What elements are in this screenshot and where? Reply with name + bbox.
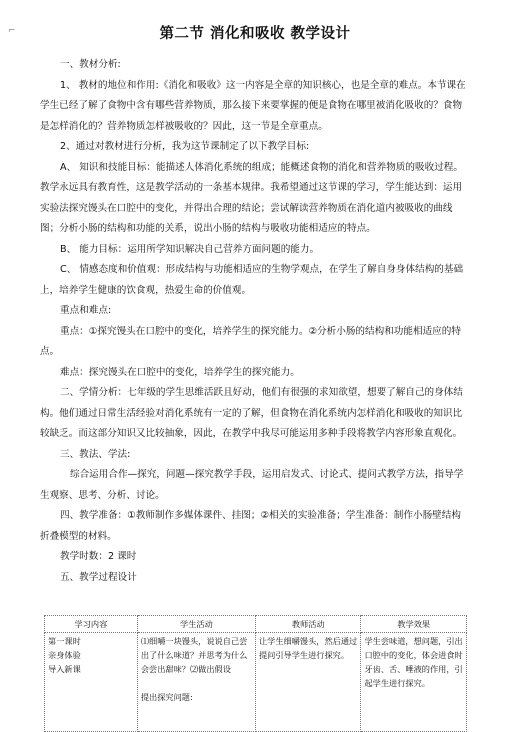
- cell-student-activity: [137, 633, 255, 732]
- cell-line: 学生尝味道，想问题，引出口腔中的变化，体会进食时牙齿、舌、唾液的作用，引起学生进行探究。: [364, 636, 463, 688]
- heading-key-points: 重点和难点:: [60, 305, 112, 316]
- cell-effect: [361, 633, 467, 732]
- paragraph-preparation: 四、教学准备：①教师制作多媒体课件、挂图；②相关的实验准备；学生准备：制作小肠壁结构折叠模型的材料。: [40, 510, 461, 542]
- document-body: [40, 55, 470, 588]
- cell-line: 导入新课: [48, 664, 81, 674]
- paragraph-key-points: 重点：①探究馒头在口腔中的变化，培养学生的探究能力。②分析小肠的结构和功能相适应的特点。: [40, 325, 461, 357]
- paragraph-goal-b: B、 能力目标：运用所学知识解决自己营养方面问题的能力。: [60, 243, 320, 255]
- header-content: 学习内容: [45, 616, 138, 633]
- heading-methods: 三、教法、学法:: [60, 448, 131, 460]
- cell-line: 第一课时: [48, 636, 81, 646]
- cell-line: ⑴细嚼一块馒头，说说自己尝出了什么味道？并思考为什么会尝出甜味？⑵做出假设: [140, 636, 248, 674]
- cell-teacher-activity: [255, 633, 361, 732]
- header-effect: 教学效果: [361, 616, 467, 633]
- section-heading-analysis: 一、教材分析:: [60, 59, 121, 70]
- paragraph-class-hours: 教学时数：2 课时: [60, 551, 137, 562]
- paragraph-methods: 综合运用合作—探究，问题—探究教学手段，运用启发式、讨论式、提问式教学方法，指导学生观察、思考、分析、讨论。: [40, 469, 464, 501]
- header-teacher-activity: 教师活动: [255, 616, 361, 633]
- paragraph-difficulty: 难点：探究馒头在口腔中的变化，培养学生的探究能力。: [60, 366, 300, 378]
- paragraph-goals-intro: 2、通过对教材进行分析，我为这节课制定了以下教学目标:: [60, 141, 310, 152]
- paragraph-goal-c: C、 情感态度和价值观：形成结构与功能相适应的生物学观点，在学生了解自身身体结构的基础上，培养学生健康的饮食观，热爱生命的价值观。: [40, 264, 464, 296]
- text-boundary-mark: ⌐: [8, 26, 16, 36]
- cell-content: [45, 633, 138, 732]
- cell-line: [141, 676, 252, 690]
- cell-line: 让学生细嚼馒头，然后通过提问引导学生进行探究。: [258, 636, 358, 660]
- header-student-activity: 学生活动: [137, 616, 255, 633]
- paragraph-material-role: 1、 教材的地位和作用:《消化和吸收》这一内容是全章的知识核心，也是全章的难点。本节课在学生已经了解了食物中含有哪些营养物质，那么接下来要掌握的便是食物在哪里被消化吸收的？食物是怎样消化的？营养物质怎样被吸收的？因此，这一节是全章重点。: [40, 79, 466, 132]
- table-row: [45, 633, 467, 732]
- paragraph-goal-a: A、 知识和技能目标：能描述人体消化系统的组成；能概述食物的消化和营养物质的吸收过程。教学永远具有教育性，这是教学活动的一条基本规律。我希望通过这节课的学习，学生能达到：运用实验法探究馒头在口腔中的变化，并得出合理的结论；尝试解读营养物质在消化道内被吸收的曲线图；分析小肠的结构和功能的关系，说出小肠的结构与吸收功能相适应的特点。: [40, 161, 463, 234]
- cell-line: 亲身体验: [48, 650, 81, 660]
- page-title: 第二节 消化和吸收 教学设计: [159, 26, 351, 42]
- heading-process: 五、教学过程设计: [60, 571, 137, 583]
- document-page: [40, 0, 470, 588]
- paragraph-student-analysis: 二、学情分析：七年级的学生思维活跃且好动，他们有很强的求知欲望，想要了解自己的身体结构。他们通过日常生活经验对消化系统有一定的了解，但食物在消化系统内怎样消化和吸收的知识比较缺乏。而这部分知识又比较抽象，因此，在教学中我尽可能运用多种手段将教学内容形象直观化。: [40, 387, 463, 439]
- teaching-process-table: [44, 615, 467, 732]
- cell-line: 提出探究问题:: [140, 692, 193, 702]
- table-header-row: [45, 616, 467, 633]
